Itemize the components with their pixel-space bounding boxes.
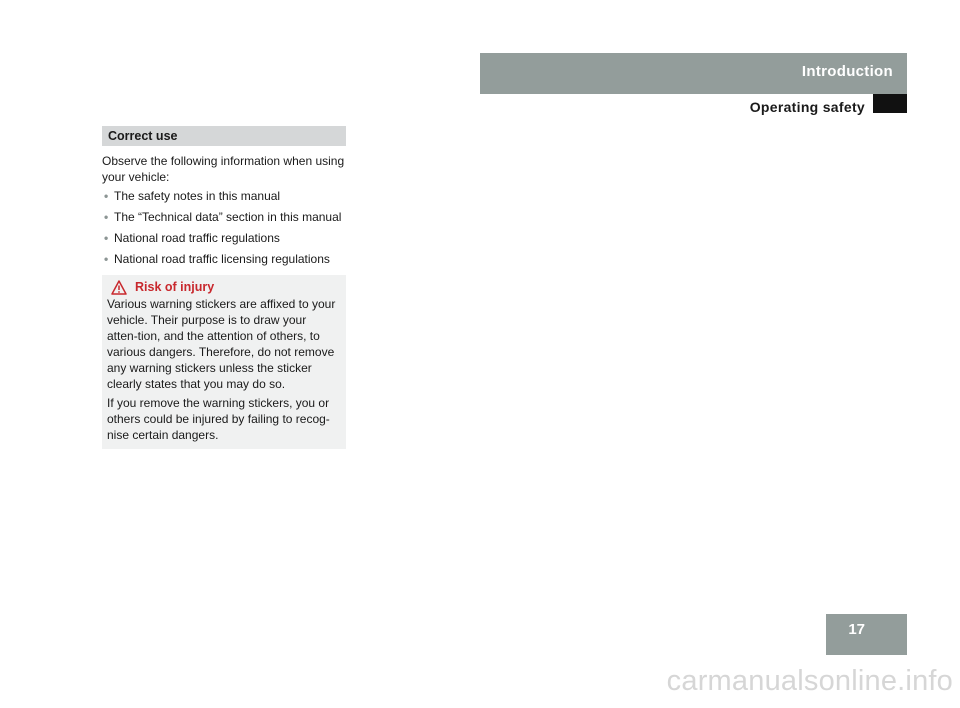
correct-use-section [102,126,346,449]
bullet-icon: • [104,210,109,224]
section-header-band [480,53,907,94]
list-item-text: The “Technical data” section in this manual [114,210,342,224]
bullet-icon: • [104,231,109,245]
page-number-tab [826,614,907,655]
page-number: 17 [848,621,865,638]
bullet-icon: • [104,189,109,203]
list-item-text: The safety notes in this manual [114,189,281,203]
correct-use-intro: Observe the following information when using your vehicle: [102,154,345,184]
warning-paragraph: Various warning stickers are affixed to your vehicle. Their purpose is to draw your atten-tion, and the attention of others, to various dangers. Therefore, do not remove any warning stickers unless the sticker clearly states that you may do so. [107,297,336,391]
warning-box [102,275,346,449]
warning-triangle-icon [111,280,127,295]
list-item [102,188,346,204]
warning-title: Risk of injury [135,280,215,294]
warning-paragraph: If you remove the warning stickers, you or others could be injured by failing to recog-nise certain dangers. [107,396,330,442]
page-marker [873,94,907,113]
correct-use-list [102,188,346,267]
list-item-text: National road traffic licensing regulations [114,252,330,266]
list-item-text: National road traffic regulations [114,231,280,245]
bullet-icon: • [104,252,109,266]
subsection-title: Operating safety [749,99,865,115]
list-item [102,209,346,225]
list-item [102,251,346,267]
warning-header [107,278,340,296]
section-title: Introduction [801,63,893,80]
list-item [102,230,346,246]
correct-use-heading: Correct use [102,126,346,146]
watermark-text: carmanualsonline.info [666,665,953,697]
